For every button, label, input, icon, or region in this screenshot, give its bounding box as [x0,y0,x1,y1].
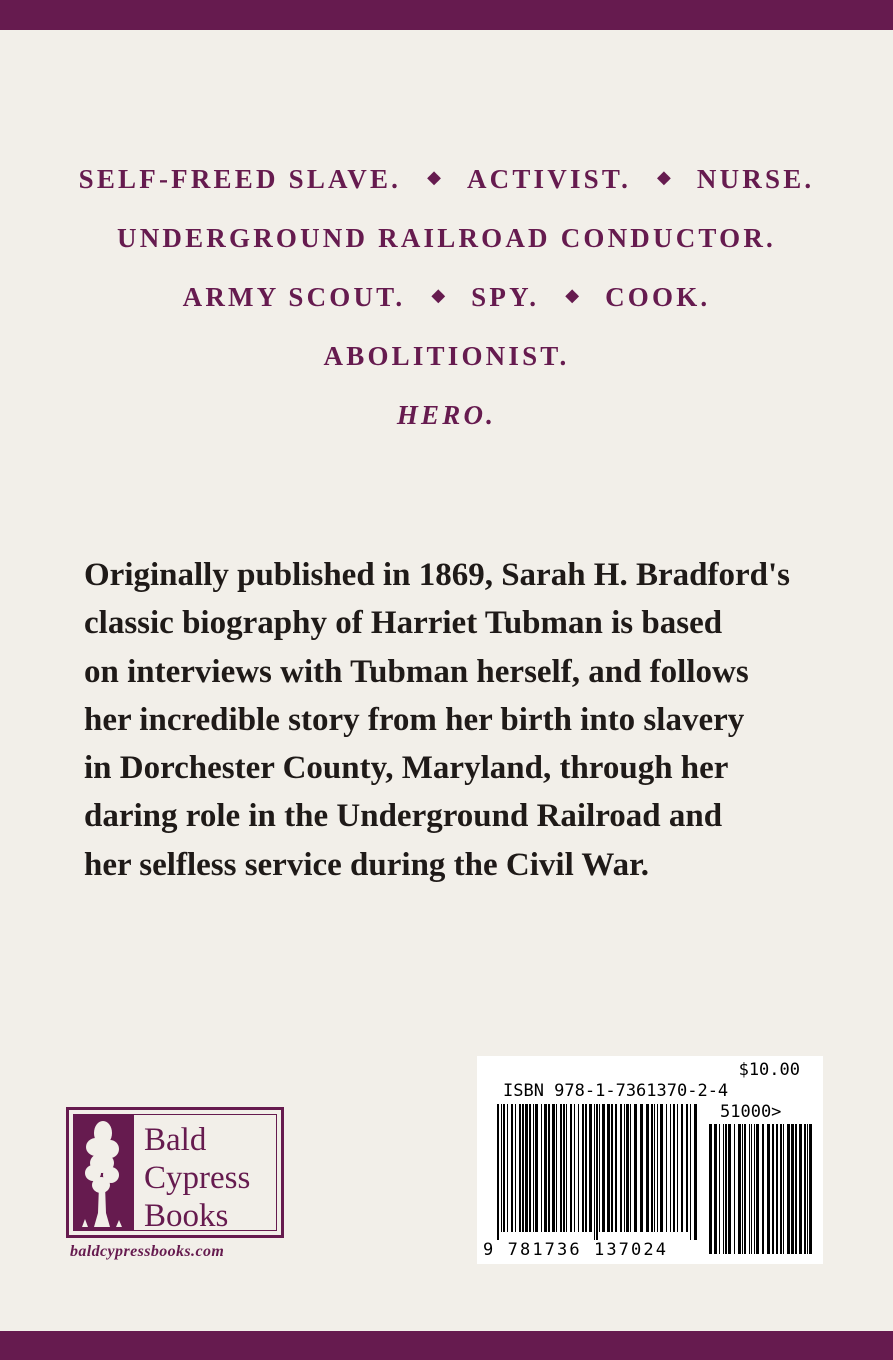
ean-digits: 9 781736 137024 [483,1240,669,1260]
tagline-item: SPY. [471,282,540,312]
addon-code-label: 51000> [720,1102,782,1122]
book-description [84,551,814,889]
description-line: classic biography of Harriet Tubman is based [84,605,723,642]
tagline-item: ACTIVIST. [466,164,632,194]
tagline-row [0,386,893,445]
description-line: daring role in the Underground Railroad and [84,798,723,835]
diamond-separator-icon: ◆ [431,285,446,305]
diamond-separator-icon: ◆ [427,167,441,187]
tagline-item: COOK. [605,282,711,312]
publisher-name-line-2: Cypress [144,1160,251,1196]
description-line: her selfless service during the Civil War. [84,846,649,883]
tagline-block [0,150,893,445]
tagline-item: ABOLITIONIST. [323,341,570,371]
tagline-row [0,209,893,268]
publisher-logo [66,1107,284,1238]
tagline-row [0,150,893,209]
price-label: $10.00 [738,1060,800,1080]
diamond-separator-icon: ◆ [565,285,580,305]
tagline-item: ARMY SCOUT. [182,282,406,312]
tagline-item: UNDERGROUND RAILROAD CONDUCTOR. [117,223,776,253]
publisher-name-line-1: Bald [144,1122,207,1158]
tagline-row [0,327,893,386]
publisher-name-line-3: Books [144,1198,229,1234]
tagline-item: NURSE. [696,164,815,194]
isbn-barcode [477,1056,823,1264]
tagline-item: HERO. [396,400,497,430]
cypress-tree-icon [74,1115,134,1230]
diamond-separator-icon: ◆ [657,167,671,187]
tagline-row [0,268,893,327]
publisher-url: baldcypressbooks.com [70,1243,225,1260]
description-line: her incredible story from her birth into slavery [84,701,745,738]
description-line: in Dorchester County, Maryland, through her [84,750,729,787]
top-color-band [0,0,893,30]
isbn-label: ISBN 978-1-7361370-2-4 [503,1081,729,1101]
tagline-item: SELF-FREED SLAVE. [78,164,402,194]
description-line: Originally published in 1869, Sarah H. Bradford's [84,557,790,593]
description-line: on interviews with Tubman herself, and follows [84,653,749,690]
bottom-color-band [0,1331,893,1360]
barcode-bars [477,1056,823,1264]
